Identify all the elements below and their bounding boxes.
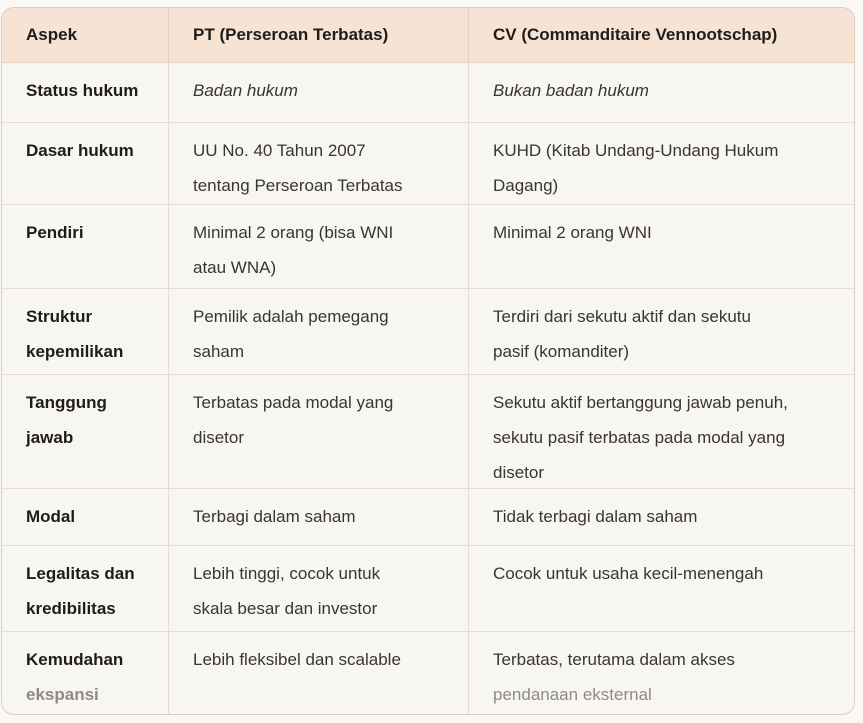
cv-value-line: KUHD (Kitab Undang-Undang Hukum — [493, 141, 779, 160]
row-1-cv-cell — [468, 122, 854, 204]
pt-value-line: tentang Perseroan Terbatas — [193, 176, 403, 195]
pt-value-line: saham — [193, 342, 245, 361]
row-4-cv-cell — [468, 374, 854, 488]
row-6-aspek-cell — [2, 545, 168, 631]
aspek-label-line: ekspansi — [26, 685, 99, 704]
row-0-cv-cell — [468, 62, 854, 122]
aspek-label-line: kredibilitas — [26, 599, 116, 618]
pt-value-line: Terbagi dalam saham — [193, 507, 356, 526]
row-0-pt-cell — [168, 62, 468, 122]
aspek-label-line: jawab — [26, 428, 74, 447]
pt-value-line: UU No. 40 Tahun 2007 — [193, 141, 366, 160]
pt-value-line: Minimal 2 orang (bisa WNI — [193, 223, 394, 242]
aspek-label-line: Kemudahan — [26, 650, 124, 669]
row-4-aspek-cell — [2, 374, 168, 488]
row-3-aspek-cell — [2, 288, 168, 374]
row-7-cv-cell — [468, 631, 854, 714]
aspek-label-line: kepemilikan — [26, 342, 124, 361]
row-5-cv-cell — [468, 488, 854, 545]
row-7-aspek-cell — [2, 631, 168, 714]
pt-value-line: disetor — [193, 428, 245, 447]
pt-value-line: Badan hukum — [193, 81, 298, 100]
pt-value-line: Pemilik adalah pemegang — [193, 307, 389, 326]
cv-value-line: Bukan badan hukum — [493, 81, 649, 100]
pt-value-line: atau WNA) — [193, 258, 277, 277]
row-2-cv-cell — [468, 204, 854, 288]
column-header-pt: PT (Perseroan Terbatas) — [168, 8, 468, 62]
row-2-aspek-cell — [2, 204, 168, 288]
aspek-label-line: Tanggung — [26, 393, 107, 412]
aspek-label-line: Pendiri — [26, 223, 84, 242]
column-header-cv: CV (Commanditaire Vennootschap) — [468, 8, 854, 62]
row-1-aspek-cell — [2, 122, 168, 204]
pt-value-line: Lebih tinggi, cocok untuk — [193, 564, 381, 583]
cv-value-line: Cocok untuk usaha kecil-menengah — [493, 564, 764, 583]
cv-value-line: Terdiri dari sekutu aktif dan sekutu — [493, 307, 751, 326]
cv-value-line: Minimal 2 orang WNI — [493, 223, 652, 242]
comparison-table — [2, 8, 854, 714]
cv-value-line: pasif (komanditer) — [493, 342, 630, 361]
row-4-pt-cell — [168, 374, 468, 488]
row-0-aspek-cell — [2, 62, 168, 122]
cv-value-line: Terbatas, terutama dalam akses — [493, 650, 735, 669]
row-1-pt-cell — [168, 122, 468, 204]
comparison-table-card — [1, 7, 855, 715]
aspek-label-line: Modal — [26, 507, 76, 526]
aspek-label-line: Legalitas dan — [26, 564, 135, 583]
row-5-pt-cell — [168, 488, 468, 545]
aspek-label-line: Struktur — [26, 307, 93, 326]
row-3-cv-cell — [468, 288, 854, 374]
row-6-cv-cell — [468, 545, 854, 631]
cv-value-line: Tidak terbagi dalam saham — [493, 507, 698, 526]
pt-value-line: Terbatas pada modal yang — [193, 393, 394, 412]
cv-value-line: Sekutu aktif bertanggung jawab penuh, — [493, 393, 788, 412]
cv-value-line: pendanaan eksternal — [493, 685, 652, 704]
aspek-label-line: Dasar hukum — [26, 141, 134, 160]
row-5-aspek-cell — [2, 488, 168, 545]
cv-value-line: sekutu pasif terbatas pada modal yang — [493, 428, 786, 447]
row-7-pt-cell — [168, 631, 468, 714]
row-6-pt-cell — [168, 545, 468, 631]
row-2-pt-cell — [168, 204, 468, 288]
row-3-pt-cell — [168, 288, 468, 374]
cv-value-line: disetor — [493, 463, 545, 482]
pt-value-line: Lebih fleksibel dan scalable — [193, 650, 401, 669]
column-header-aspek: Aspek — [2, 8, 168, 62]
cv-value-line: Dagang) — [493, 176, 559, 195]
aspek-label-line: Status hukum — [26, 81, 139, 100]
pt-value-line: skala besar dan investor — [193, 599, 378, 618]
